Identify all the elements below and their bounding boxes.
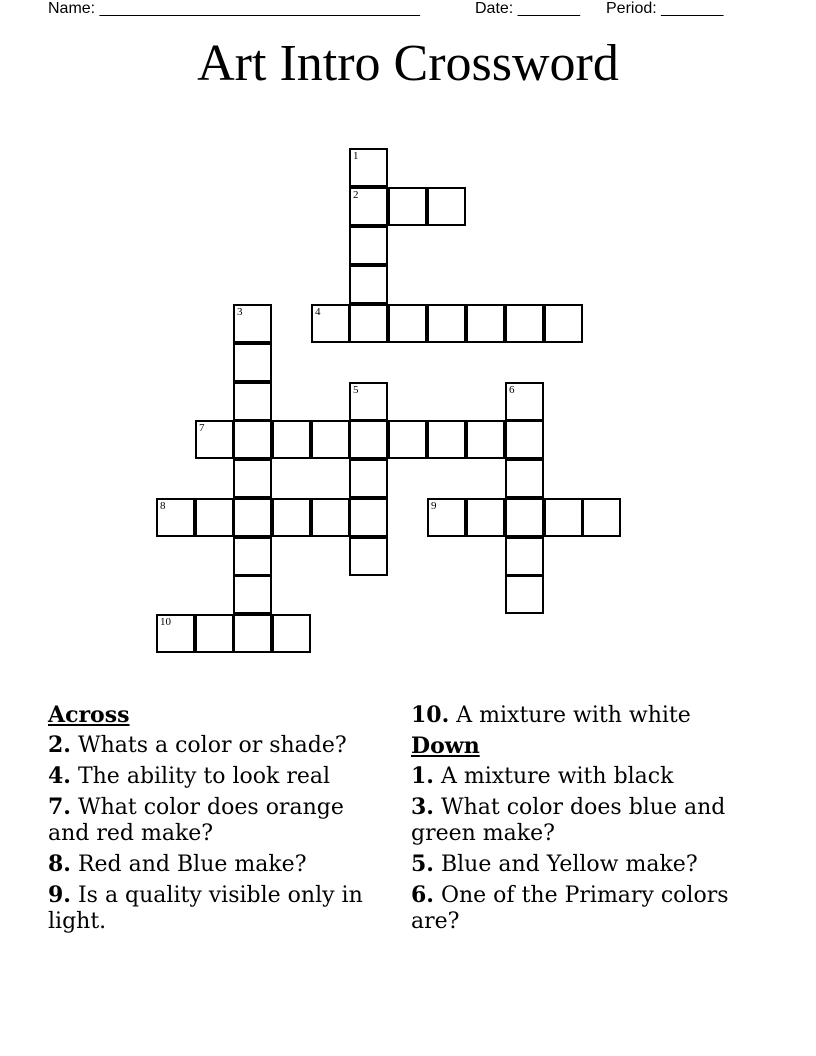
crossword-cell[interactable] bbox=[505, 304, 544, 343]
crossword-cell[interactable] bbox=[311, 498, 350, 537]
crossword-cell[interactable] bbox=[233, 382, 272, 421]
crossword-cell[interactable] bbox=[505, 420, 544, 459]
clue-across-2 bbox=[48, 732, 388, 759]
crossword-cell[interactable] bbox=[195, 420, 234, 459]
page-title: Art Intro Crossword bbox=[197, 35, 619, 92]
crossword-cell[interactable] bbox=[233, 304, 272, 343]
clue-number: 7. bbox=[48, 794, 71, 820]
clue-down-6 bbox=[411, 882, 751, 935]
clue-number: 1 bbox=[353, 150, 359, 162]
crossword-cell[interactable] bbox=[544, 304, 583, 343]
crossword-cell[interactable] bbox=[349, 148, 388, 187]
crossword-cell[interactable] bbox=[349, 265, 388, 304]
crossword-cell[interactable] bbox=[349, 420, 388, 459]
clue-number: 7 bbox=[199, 422, 205, 434]
crossword-cell[interactable] bbox=[349, 304, 388, 343]
clues-column-left bbox=[48, 702, 388, 935]
crossword-cell[interactable] bbox=[466, 420, 505, 459]
crossword-cell[interactable] bbox=[349, 226, 388, 265]
crossword-cell[interactable] bbox=[505, 382, 544, 421]
clue-number: 6. bbox=[411, 882, 434, 908]
crossword-cell[interactable] bbox=[427, 187, 466, 226]
crossword-cell[interactable] bbox=[195, 614, 234, 653]
crossword-cell[interactable] bbox=[349, 498, 388, 537]
crossword-cell[interactable] bbox=[388, 420, 427, 459]
clue-number: 5 bbox=[353, 384, 359, 396]
clue-across-8 bbox=[48, 851, 388, 878]
crossword-cell[interactable] bbox=[233, 420, 272, 459]
crossword-cell[interactable] bbox=[349, 537, 388, 576]
clue-number: 5. bbox=[411, 851, 434, 877]
date-field[interactable]: Date: _______ bbox=[475, 0, 580, 17]
clue-number: 9. bbox=[48, 882, 71, 908]
crossword-cell[interactable] bbox=[427, 498, 466, 537]
crossword-cell[interactable] bbox=[233, 537, 272, 576]
clue-number: 8 bbox=[160, 500, 166, 512]
clue-number: 4. bbox=[48, 763, 71, 789]
crossword-cell[interactable] bbox=[388, 304, 427, 343]
clue-across-7 bbox=[48, 794, 388, 847]
clue-number: 2. bbox=[48, 732, 71, 758]
crossword-cell[interactable] bbox=[233, 498, 272, 537]
clue-text: What color does blue and green make? bbox=[411, 795, 726, 846]
down-heading: Down bbox=[411, 733, 480, 759]
clue-number: 9 bbox=[431, 500, 437, 512]
clue-text: A mixture with black bbox=[440, 764, 674, 789]
clue-text: A mixture with white bbox=[456, 703, 691, 728]
crossword-cell[interactable] bbox=[233, 459, 272, 498]
crossword-cell[interactable] bbox=[156, 614, 195, 653]
clue-number: 10. bbox=[411, 702, 450, 728]
crossword-cell[interactable] bbox=[582, 498, 621, 537]
clue-text: What color does orange and red make? bbox=[48, 795, 344, 846]
clue-text: The ability to look real bbox=[77, 764, 331, 789]
clue-down-1 bbox=[411, 763, 751, 790]
crossword-cell[interactable] bbox=[505, 459, 544, 498]
crossword-cell[interactable] bbox=[349, 382, 388, 421]
crossword-cell[interactable] bbox=[311, 304, 350, 343]
crossword-cell[interactable] bbox=[233, 343, 272, 382]
crossword-cell[interactable] bbox=[388, 187, 427, 226]
crossword-cell[interactable] bbox=[349, 459, 388, 498]
clue-down-5 bbox=[411, 851, 751, 878]
across-heading: Across bbox=[48, 702, 130, 728]
name-field[interactable]: Name: ____________________________________ bbox=[48, 0, 420, 17]
crossword-cell[interactable] bbox=[156, 498, 195, 537]
clue-number: 6 bbox=[509, 384, 515, 396]
crossword-cell[interactable] bbox=[311, 420, 350, 459]
crossword-cell[interactable] bbox=[466, 304, 505, 343]
clue-text: Whats a color or shade? bbox=[77, 733, 347, 758]
crossword-cell[interactable] bbox=[272, 420, 311, 459]
clue-number: 2 bbox=[353, 189, 359, 201]
clue-text: Is a quality visible only in light. bbox=[48, 883, 363, 934]
crossword-cell[interactable] bbox=[544, 498, 583, 537]
clue-number: 10 bbox=[160, 616, 171, 628]
crossword-cell[interactable] bbox=[505, 537, 544, 576]
crossword-cell[interactable] bbox=[349, 187, 388, 226]
crossword-cell[interactable] bbox=[505, 498, 544, 537]
clue-across-9 bbox=[48, 882, 388, 935]
clue-across-10 bbox=[411, 702, 751, 729]
clue-number: 3 bbox=[237, 306, 243, 318]
clue-text: Blue and Yellow make? bbox=[440, 852, 698, 877]
crossword-cell[interactable] bbox=[195, 498, 234, 537]
clue-down-3 bbox=[411, 794, 751, 847]
clue-text: One of the Primary colors are? bbox=[411, 883, 729, 934]
clues-column-right bbox=[411, 702, 751, 935]
crossword-cell[interactable] bbox=[427, 420, 466, 459]
crossword-cell[interactable] bbox=[272, 498, 311, 537]
clue-number: 3. bbox=[411, 794, 434, 820]
period-field[interactable]: Period: _______ bbox=[606, 0, 724, 17]
crossword-cell[interactable] bbox=[505, 575, 544, 614]
clue-number: 4 bbox=[315, 306, 321, 318]
clue-across-4 bbox=[48, 763, 388, 790]
clue-number: 8. bbox=[48, 851, 71, 877]
crossword-cell[interactable] bbox=[427, 304, 466, 343]
crossword-cell[interactable] bbox=[233, 614, 272, 653]
crossword-cell[interactable] bbox=[233, 575, 272, 614]
crossword-cell[interactable] bbox=[272, 614, 311, 653]
crossword-cell[interactable] bbox=[466, 498, 505, 537]
clue-number: 1. bbox=[411, 763, 434, 789]
clue-text: Red and Blue make? bbox=[77, 852, 307, 877]
